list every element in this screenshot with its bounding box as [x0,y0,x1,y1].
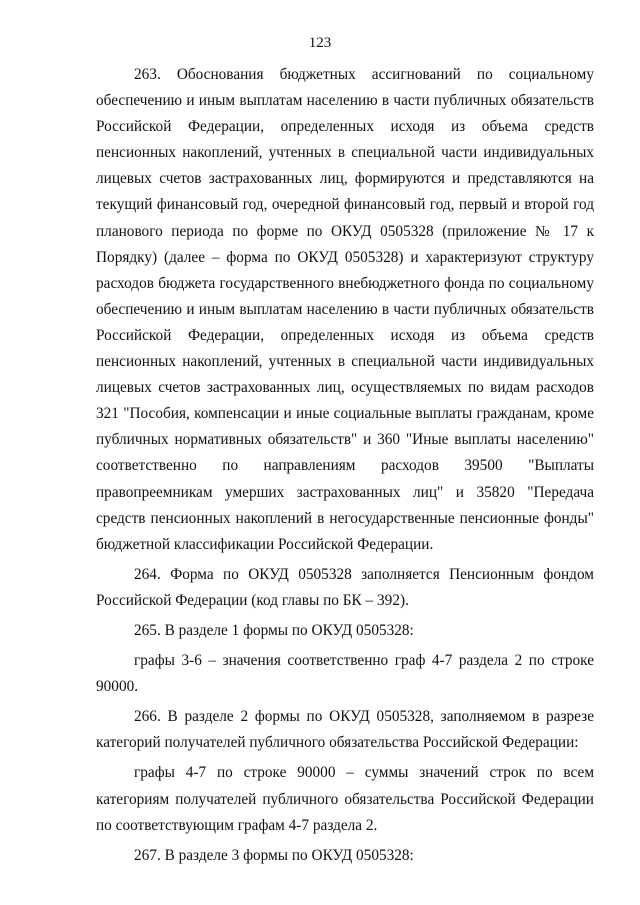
document-body [96,62,594,869]
paragraph-266-item: графы 4-7 по строке 90000 – суммы значений строк по всем категориям получателей публичного обязательства Российской Федерации по соответствующим графам 4-7 раздела 2. [96,764,594,834]
page-number: 123 [308,35,332,51]
paragraph-266: 266. В разделе 2 формы по ОКУД 0505328, заполняемом в разрезе категорий получателей публичного обязательства Российской Федерации: [96,708,594,752]
paragraph-264: 264. Форма по ОКУД 0505328 заполняется Пенсионным фондом Российской Федерации (код главы по БК – 392). [96,565,594,609]
paragraph-267: 267. В разделе 3 формы по ОКУД 0505328: [134,846,414,864]
paragraph-263: 263. Обоснования бюджетных ассигнований по социальному обеспечению и иным выплатам населению в части публичных обязательств Российской Федерации, определенных исходя из объема средств пенсионных накоплений, учтенных в специальной части индивидуальных лицевых счетов застрахованных лиц, формируются и представляются на текущий финансовый год, очередной финансовый год, первый и второй год планового периода по форме по ОКУД 0505328 (приложение № 17 к Порядку) (далее – форма по ОКУД 0505328) и характеризуют структуру расходов бюджета государственного внебюджетного фонда по социальному обеспечению и иным выплатам населению в части публичных обязательств Российской Федерации, определенных исходя из объема средств пенсионных накоплений, учтенных в специальной части индивидуальных лицевых счетов застрахованных лиц, осуществляемых по видам расходов 321 "Пособия, компенсации и иные социальные выплаты гражданам, кроме публичных нормативных обязательств" и 360 "Иные выплаты населению" соответственно по направлениям расходов 39500 "Выплаты правопреемникам умерших застрахованных лиц" и 35820 "Передача средств пенсионных накоплений в негосударственные пенсионные фонды" бюджетной классификации Российской Федерации. [96,66,594,553]
paragraph-265-item: графы 3-6 – значения соответственно граф 4-7 раздела 2 по строке 90000. [96,652,594,696]
paragraph-265: 265. В разделе 1 формы по ОКУД 0505328: [134,621,414,639]
